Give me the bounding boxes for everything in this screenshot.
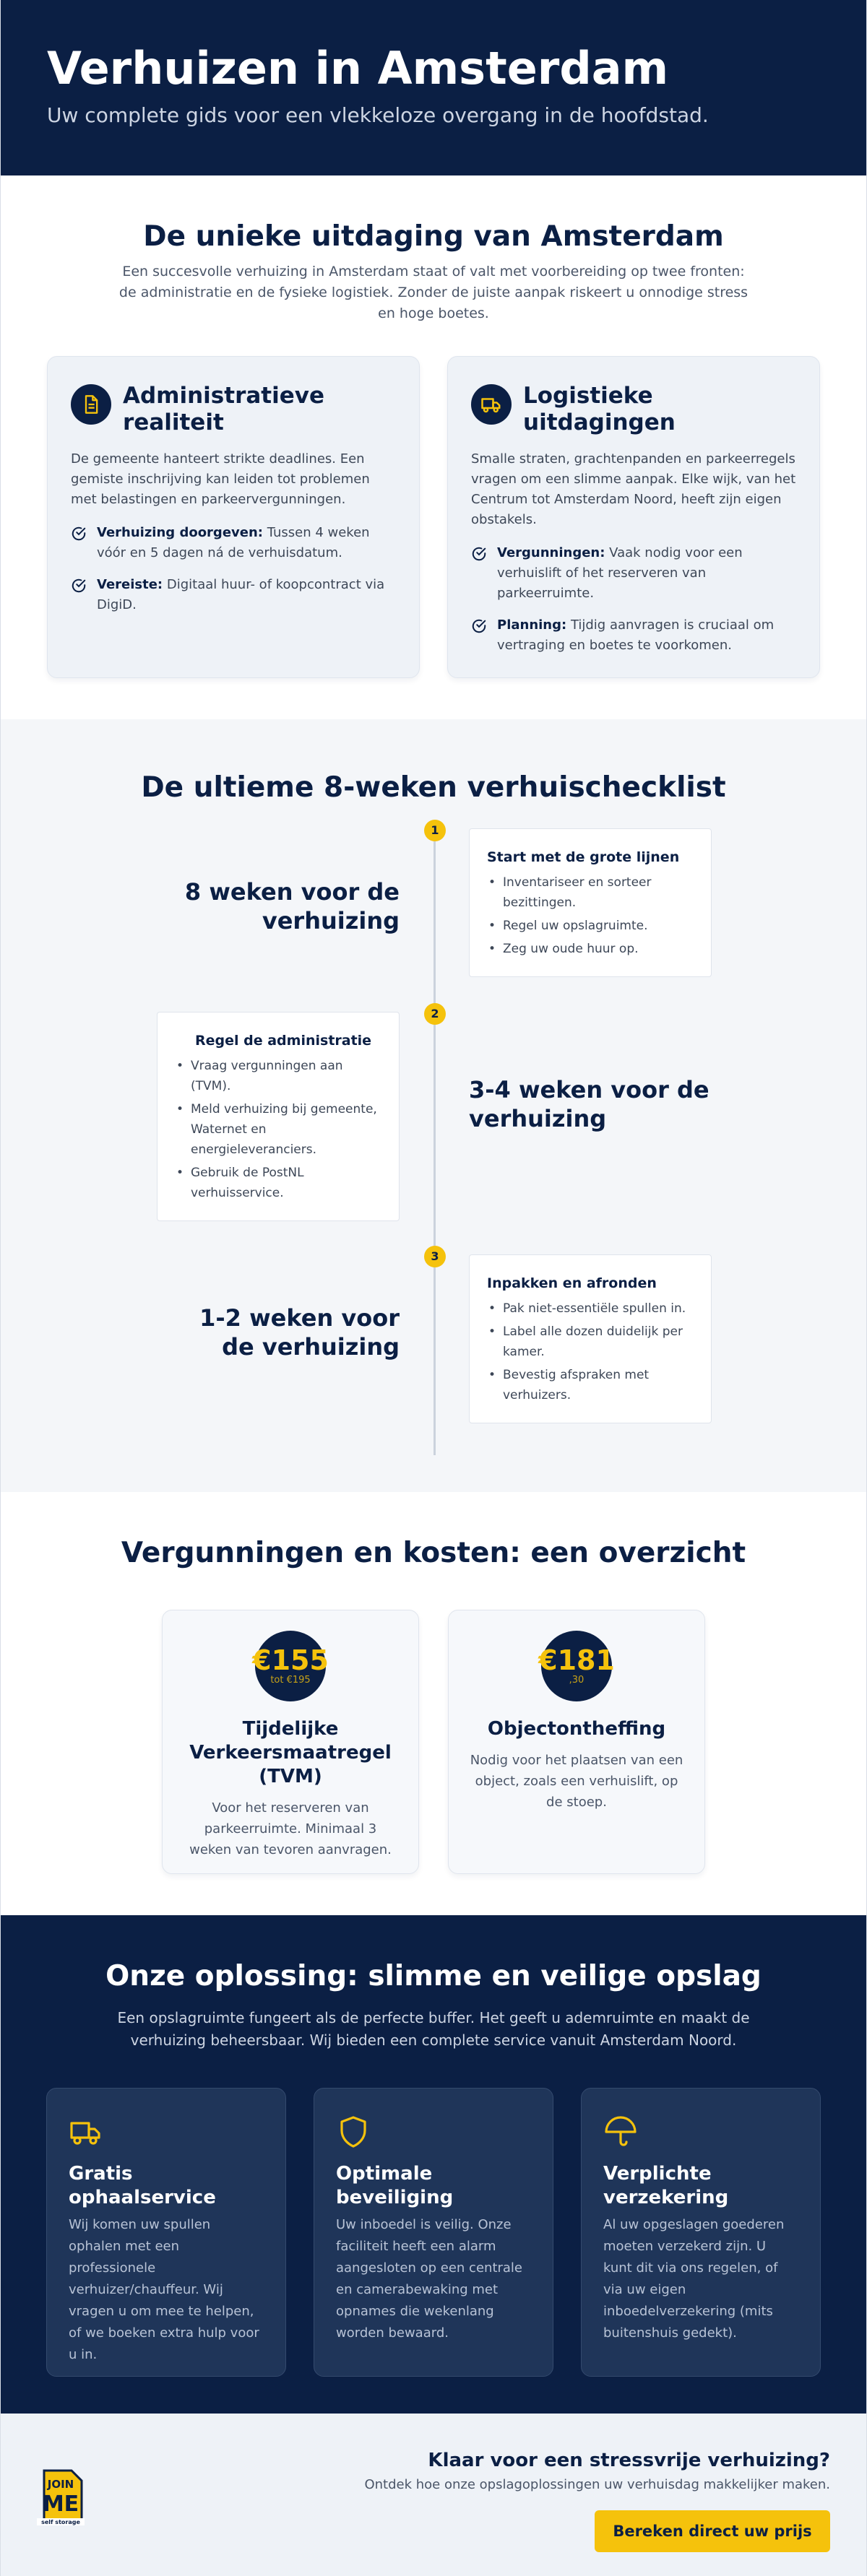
step-card xyxy=(469,1254,712,1423)
list-item xyxy=(471,543,796,604)
admin-card-title: Administratieve realiteit xyxy=(123,382,324,435)
logistics-card-body: Smalle straten, grachtenpanden en parkeerregels vragen om een slimme aanpak. Elke wijk, van het Centrum tot Amsterdam Noord, heeft zijn eigen obstakels. xyxy=(471,451,796,527)
list-item xyxy=(471,615,796,656)
price-badge xyxy=(538,1631,615,1701)
price-note: tot €195 xyxy=(270,1675,311,1686)
permit-text: Nodig voor het plaatsen van een object, zoals een verhuislift, op de stoep. xyxy=(470,1752,683,1810)
step-card-title: Start met de grote lijnen xyxy=(487,849,680,865)
logo-main: ME xyxy=(42,2492,79,2517)
permit-text: Voor het reserveren van parkeerruimte. Minimaal 3 weken van tevoren aanvragen. xyxy=(189,1800,392,1857)
feature-card-insurance xyxy=(581,2088,821,2377)
solution-section xyxy=(1,1915,866,2414)
logistics-card-title: Logistieke uitdagingen xyxy=(523,382,676,435)
intro-title: De unieke uitdaging van Amsterdam xyxy=(143,220,724,253)
step-card xyxy=(157,1012,400,1221)
umbrella-icon xyxy=(603,2115,638,2149)
list-item: • Zeg uw oude huur op. xyxy=(487,939,694,959)
timeline-line xyxy=(434,833,436,1455)
list-item xyxy=(71,523,396,563)
step-number: 2 xyxy=(424,1003,446,1025)
checklist-section xyxy=(1,719,866,1492)
list-item xyxy=(71,575,396,615)
step-card xyxy=(469,828,712,977)
checklist-title: De ultieme 8-weken verhuischecklist xyxy=(141,771,726,804)
shield-icon xyxy=(336,2115,371,2149)
list-item: • Bevestig afspraken met verhuizers. xyxy=(487,1365,694,1405)
footer-subtitle: Ontdek hoe onze opslagoplossingen uw verhuisdag makkelijker maken. xyxy=(364,2477,830,2492)
permits-title: Vergunningen en kosten: een overzicht xyxy=(121,1537,746,1569)
check-circle-icon xyxy=(471,546,487,604)
hero-subtitle: Uw complete gids voor een vlekkeloze overgang in de hoofdstad. xyxy=(47,103,709,128)
intro-section xyxy=(1,175,866,719)
step-number: 3 xyxy=(424,1246,446,1267)
permit-title: Tijdelijke Verkeersmaatregel (TVM) xyxy=(189,1717,392,1787)
item-text: Vaak nodig voor een verhuislift of het reserveren van parkeerruimte. xyxy=(497,545,743,601)
solution-lead: Een opslagruimte fungeert als de perfecte buffer. Het geeft u ademruimte en maakt de verhuizing beheersbaar. Wij bieden een complete service vanuit Amsterdam Noord. xyxy=(117,2008,750,2049)
footer-text xyxy=(364,2450,830,2492)
item-strong: Vereiste: xyxy=(97,576,163,592)
join-me-logo[interactable] xyxy=(37,2468,85,2525)
step-number: 1 xyxy=(424,820,446,841)
footer-cta xyxy=(1,2414,866,2576)
challenge-cards xyxy=(1,356,866,678)
timeline xyxy=(1,820,866,1455)
intro-lead: Een succesvolle verhuizing in Amsterdam staat of valt met voorbereiding op twee fronten: de administratie en de fysieke logistiek. Zonder de juiste aanpak riskeert u onnodige stress en hoge boetes. xyxy=(118,263,749,321)
list-item: • Vraag vergunningen aan (TVM). xyxy=(175,1056,381,1096)
logistics-card xyxy=(447,356,820,678)
list-item: • Inventariseer en sorteer bezittingen. xyxy=(487,872,694,913)
solution-cards xyxy=(1,2088,866,2377)
step-card-title: Inpakken en afronden xyxy=(487,1275,657,1291)
list-item: • Meld verhuizing bij gemeente, Waternet en energieleveranciers. xyxy=(175,1099,381,1160)
permits-section xyxy=(1,1492,866,1915)
truck-icon xyxy=(69,2115,103,2149)
solution-title: Onze oplossing: slimme en veilige opslag xyxy=(105,1960,762,1992)
feature-title: Optimale beveiliging xyxy=(336,2162,454,2208)
price-note: ,30 xyxy=(569,1675,585,1686)
admin-check-list xyxy=(71,523,396,615)
feature-text: Al uw opgeslagen goederen moeten verzekerd zijn. U kunt dit via ons regelen, of via uw eigen inboedelverzekering (mits buitenshuis gedekt). xyxy=(603,2216,785,2341)
permit-cards xyxy=(1,1610,866,1874)
price-value: €181 xyxy=(538,1644,615,1677)
list-item: • Regel uw opslagruimte. xyxy=(487,916,694,936)
permit-title: Objectontheffing xyxy=(487,1717,666,1740)
item-strong: Verhuizing doorgeven: xyxy=(97,524,263,540)
check-circle-icon xyxy=(71,578,87,615)
item-text: Tijdig aanvragen is cruciaal om vertraging en boetes te voorkomen. xyxy=(497,617,775,653)
step-label: 1-2 weken voor de verhuizing xyxy=(199,1304,400,1361)
price-badge xyxy=(252,1631,329,1701)
admin-card-body: De gemeente hanteert strikte deadlines. Een gemiste inschrijving kan leiden tot problemen met belastingen en parkeervergunningen. xyxy=(71,451,370,507)
document-icon xyxy=(71,384,111,425)
feature-title: Verplichte verzekering xyxy=(603,2162,729,2208)
feature-title: Gratis ophaalservice xyxy=(69,2162,216,2208)
item-text: Digitaal huur- of koopcontract via DigiD. xyxy=(97,576,385,612)
price-value: €155 xyxy=(252,1644,329,1677)
footer-title: Klaar voor een stressvrije verhuizing? xyxy=(428,2450,830,2471)
list-item: • Pak niet-essentiële spullen in. xyxy=(487,1298,694,1319)
check-circle-icon xyxy=(71,526,87,563)
step-card-title: Regel de administratie xyxy=(195,1032,372,1049)
calculate-price-button[interactable]: Bereken direct uw prijs xyxy=(595,2510,830,2552)
feature-text: Wij komen uw spullen ophalen met een professionele verhuizer/chauffeur. Wij vragen u om mee te helpen, of we boeken extra hulp voor u in. xyxy=(69,2216,259,2362)
hero xyxy=(1,0,866,175)
feature-card-security xyxy=(314,2088,553,2377)
logo-top: JOIN xyxy=(47,2478,74,2491)
item-strong: Vergunningen: xyxy=(497,545,605,560)
item-text: Tussen 4 weken vóór en 5 dagen ná de verhuisdatum. xyxy=(97,524,370,560)
permit-card-object xyxy=(448,1610,705,1874)
permit-card-tvm xyxy=(162,1610,419,1874)
list-item: • Gebruik de PostNL verhuisservice. xyxy=(175,1163,381,1203)
admin-card xyxy=(47,356,420,678)
list-item: • Label alle dozen duidelijk per kamer. xyxy=(487,1322,694,1362)
feature-text: Uw inboedel is veilig. Onze faciliteit heeft een alarm aangesloten op een centrale en camerabewaking met opnames die wekenlang worden bewaard. xyxy=(336,2216,523,2341)
truck-icon xyxy=(471,384,512,425)
item-strong: Planning: xyxy=(497,617,567,633)
logistics-check-list xyxy=(471,543,796,656)
check-circle-icon xyxy=(471,618,487,656)
step-label: 3-4 weken voor de verhuizing xyxy=(469,1075,709,1132)
logo-sub: self storage xyxy=(41,2519,80,2525)
step-label: 8 weken voor de verhuizing xyxy=(184,877,400,934)
feature-card-pickup xyxy=(46,2088,286,2377)
hero-title: Verhuizen in Amsterdam xyxy=(47,42,669,95)
